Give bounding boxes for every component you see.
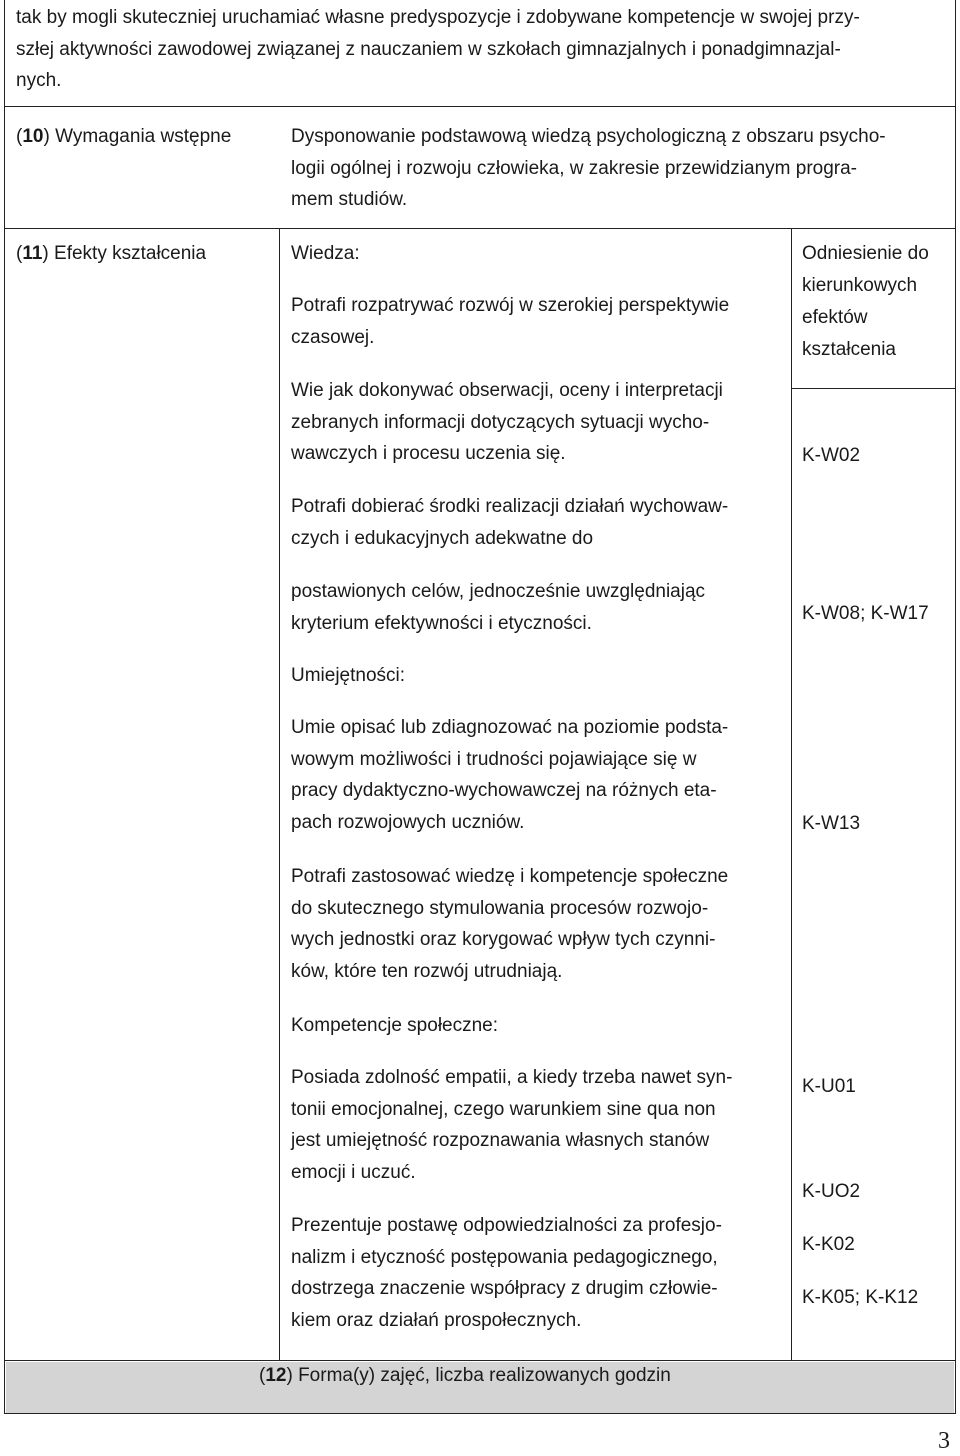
column-divider	[791, 228, 792, 1360]
ref-code: K-W13	[802, 813, 861, 834]
kompetencje-effect-1: Posiada zdolność empatii, a kiedy trzeba nawet syn- tonii emocjonalnej, czego warunkiem sine qua non jest umiejętność rozpoznawania własnych stanów emocji i uczuć.	[291, 1067, 733, 1183]
row11-title: Efekty kształcenia	[54, 243, 207, 264]
row10-text: Dysponowanie podstawową wiedzą psychologiczną z obszaru psycho- logii ogólnej i rozwoju człowieka, w zakresie przewidzianym progra- mem studiów.	[291, 126, 886, 210]
umiejetnosci-effect-1: Umie opisać lub zdiagnozować na poziomie podsta- wowym możliwości i trudności pojawiające się w pracy dydaktyczno-wychowawczej na różnych eta- pach rozwojowych uczniów.	[291, 717, 729, 833]
wiedza-effect-2: Wie jak dokonywać obserwacji, oceny i interpretacji zebranych informacji dotyczących sytuacji wycho- wawczych i procesu uczenia się.	[291, 380, 723, 464]
row10-number: 10	[22, 126, 44, 147]
kompetencje-effect-2: Prezentuje postawę odpowiedzialności za profesjo- nalizm i etyczność postępowania pedagogicznego, dostrzega znaczenie współpracy z drugim człowie- kiem oraz działań prospołecznych.	[291, 1215, 722, 1331]
row11-label: (11) Efekty kształcenia	[16, 243, 207, 264]
wiedza-effect-3b: postawionych celów, jednocześnie uwzględniając kryterium efektywności i etyczności.	[291, 581, 706, 634]
ref-code: K-W02	[802, 445, 861, 466]
wiedza-label: Wiedza:	[291, 243, 360, 264]
kompetencje-label: Kompetencje społeczne:	[291, 1015, 499, 1036]
umiejetnosci-label: Umiejętności:	[291, 665, 406, 686]
ref-header: Odniesienie do kierunkowych efektów kształcenia	[802, 243, 929, 360]
row10-title: Wymagania wstępne	[55, 126, 232, 147]
ref-header-divider	[791, 388, 956, 389]
row12-label: (12) Forma(y) zajęć, liczba realizowanych godzin	[259, 1365, 671, 1386]
row12-title: Forma(y) zajęć, liczba realizowanych godzin	[298, 1365, 671, 1386]
row11-number: 11	[22, 243, 43, 264]
ref-code: K-K02	[802, 1234, 855, 1255]
page-number: 3	[938, 1428, 950, 1454]
ref-code: K-K05; K-K12	[802, 1287, 919, 1308]
row-divider	[4, 228, 956, 229]
row-divider	[4, 106, 956, 107]
intro-text: tak by mogli skuteczniej uruchamiać własne predyspozycje i zdobywane kompetencje w swojej przy- szłej aktywności zawodowej związanej z nauczaniem w szkołach gimnazjalnych i ponadgimnazjal- nych.	[16, 7, 860, 91]
ref-code: K-UO2	[802, 1181, 861, 1202]
wiedza-effect-1: Potrafi rozpatrywać rozwój w szerokiej perspektywie czasowej.	[291, 295, 730, 348]
ref-code: K-W08; K-W17	[802, 603, 929, 624]
row10-label: (10) Wymagania wstępne	[16, 126, 232, 147]
umiejetnosci-effect-2: Potrafi zastosować wiedzę i kompetencje społeczne do skutecznego stymulowania procesów rozwojo- wych jednostki oraz korygować wpływ tych czynni- ków, które ten rozwój utrudniają.	[291, 866, 729, 982]
row12-number: 12	[265, 1365, 287, 1386]
wiedza-effect-3a: Potrafi dobierać środki realizacji działań wychowaw- czych i edukacyjnych adekwatne do	[291, 496, 729, 549]
ref-code: K-U01	[802, 1076, 856, 1097]
column-divider	[279, 228, 280, 1360]
